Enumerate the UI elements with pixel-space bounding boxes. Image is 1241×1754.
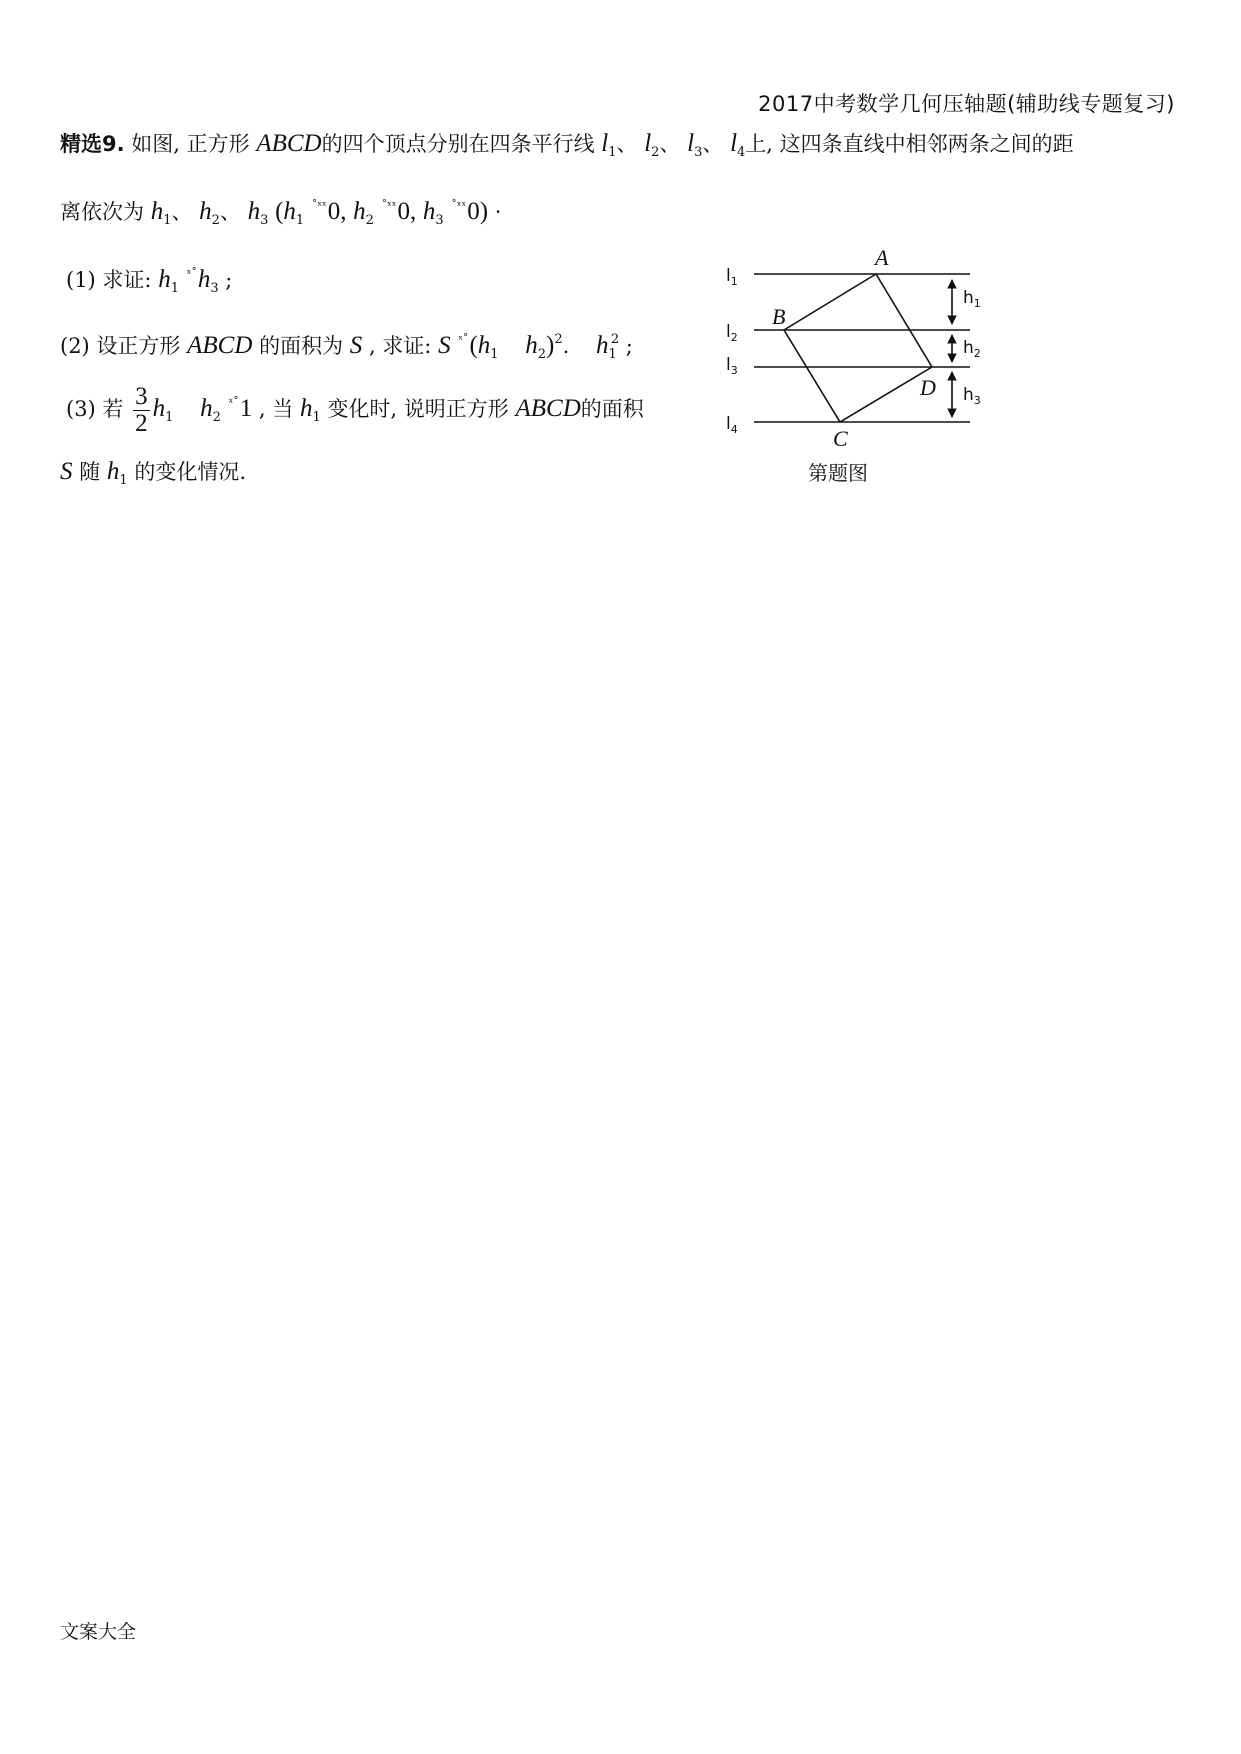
sub: 3 [435,213,444,228]
one: 1 [239,395,253,422]
var-l4: l [730,130,738,157]
label-h1: $h_1$ [963,288,981,310]
frac-den: 2 [135,410,148,437]
page-header: 2017中考数学几何压轴题(辅助线专题复习) [758,92,1175,116]
sup: 2 [554,332,563,347]
paren: ( [469,332,478,359]
sep: 、 [702,132,724,156]
q1-label: (1) 求证: [66,268,152,292]
comma: , [409,198,417,225]
vertex-C: C [833,426,848,451]
var-l1: l [601,130,609,157]
var-h: h [299,395,313,422]
var-h3: h [247,198,261,225]
page-footer: 文案大全 [60,1621,137,1643]
square-name: ABCD [187,332,253,359]
q3-text2: 变化时, 说明正方形 [327,397,509,421]
sub: 3 [694,145,703,160]
var-h: h [152,395,166,422]
q3-label: (3) 若 [66,397,124,421]
q2-text2: , 求证: [368,334,432,358]
label-h2: $h_2$ [963,338,981,360]
var-h: h [353,198,366,225]
var-h: h [525,332,538,359]
symbol: ˚ˣˣ [381,199,397,212]
dot: · [494,200,502,224]
sub: 2 [651,145,660,160]
problem-label: 精选9. [60,132,125,156]
text-a: 的四个顶点分别在四条平行线 [321,132,595,156]
sub: 1 [490,347,499,362]
sub: 1 [312,410,321,425]
sub: 4 [737,145,746,160]
problem-line-2 [60,196,501,228]
q2-label: (2) 设正方形 [60,334,181,358]
sub: 3 [210,281,219,296]
paren: ) [479,198,489,225]
symbol: ˣ˚ [458,333,469,346]
sub: 2 [212,410,221,425]
var-h: h [197,266,211,293]
var-h: h [106,458,120,485]
sub: 3 [260,213,269,228]
question-3-line-2 [60,456,246,488]
paren: ( [275,198,284,225]
frac-num: 3 [135,383,148,410]
var-S: S [438,332,451,359]
question-2 [60,330,633,362]
semicolon: ; [625,334,633,358]
label-h3: $h_3$ [963,385,981,407]
sub: 1 [608,347,617,362]
figure-caption: 第题图 [808,461,868,485]
label-l1: $l_1$ [726,266,738,288]
square-name: ABCD [256,130,322,157]
var-h: h [422,198,436,225]
var-h: h [158,266,171,293]
sep: 、 [219,200,241,224]
var-h1: h [150,198,164,225]
var-S: S [60,458,73,485]
sup: 2 [610,332,620,347]
var-h: h [200,395,213,422]
label-l4: $l_4$ [726,414,738,436]
sub: 1 [295,213,305,228]
symbol: ˚ˣˣ [451,199,467,212]
square-name: ABCD [515,395,581,422]
zero: 0 [327,198,341,225]
vertex-B: B [772,304,786,329]
q3-line2b: 的变化情况. [134,460,247,484]
vertex-A: A [875,245,889,270]
sub: 1 [170,281,179,296]
sep: 、 [171,200,193,224]
q3-text: , 当 [258,397,294,421]
var-l2: l [644,130,652,157]
var-h: h [283,198,296,225]
zero: 0 [467,198,480,225]
symbol: ˣ˚ [228,396,239,409]
question-3 [66,384,644,437]
comma: , [340,198,347,225]
sub: 1 [119,473,128,488]
var-l3: l [687,130,695,157]
line2-start: 离依次为 [60,200,144,224]
semicolon: ; [225,268,233,292]
sub: 2 [365,213,374,228]
zero: 0 [397,198,410,225]
dot: . [562,334,570,358]
var-S: S [349,332,363,359]
vertex-D: D [920,375,936,400]
sub: 2 [537,347,547,362]
label-l3: $l_3$ [726,355,738,377]
symbol: ˣ˚ [186,267,197,280]
sep: 、 [659,132,681,156]
sub: 1 [165,410,174,425]
q3-line2: 随 [79,460,101,484]
var-h: h [477,332,491,359]
var-h2: h [199,198,212,225]
sub: 1 [163,213,172,228]
fraction [133,384,150,437]
sep: 、 [616,132,638,156]
var-h: h [596,332,609,359]
text-b: 上, 这四条直线中相邻两条之间的距 [745,132,1074,156]
symbol: ˚ˣˣ [311,199,327,212]
sub: 2 [211,213,220,228]
q2-text: 的面积为 [259,334,344,358]
problem-line-1 [60,128,1074,160]
sub: 1 [608,145,617,160]
q3-text3: 的面积 [580,397,644,421]
intro-text: 如图, 正方形 [131,132,250,156]
question-1 [66,264,232,296]
label-l2: $l_2$ [726,322,738,344]
paren: ) [546,332,555,359]
square-ABCD [784,274,932,422]
geometry-diagram [720,240,990,455]
